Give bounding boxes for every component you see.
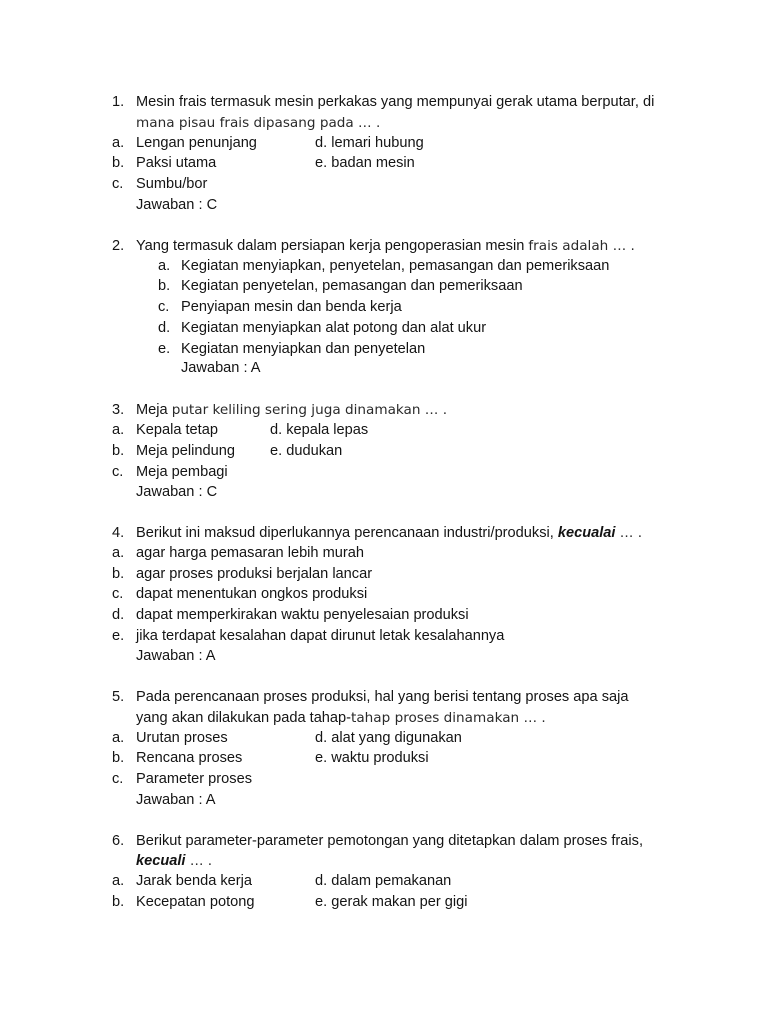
option-letter: d. xyxy=(112,607,125,623)
option-text: Penyiapan mesin dan benda kerja xyxy=(181,299,402,315)
option-text: Paksi utama xyxy=(136,155,217,171)
option-text: Kecepatan potong xyxy=(136,894,255,910)
question-text xyxy=(136,708,546,728)
question-text: Berikut parameter-parameter pemotongan yang ditetapkan dalam proses frais, xyxy=(136,833,643,849)
option-text: Kegiatan penyetelan, pemasangan dan pemeriksaan xyxy=(181,278,523,294)
option-text: dapat memperkirakan waktu penyelesaian produksi xyxy=(136,607,469,623)
option-letter: c. xyxy=(158,299,170,315)
question-number: 6. xyxy=(112,833,125,849)
question-text-part: … . xyxy=(615,525,643,541)
option-text: e. badan mesin xyxy=(315,155,415,171)
option-letter: d. xyxy=(158,320,171,336)
option-text: Sumbu/bor xyxy=(136,176,208,192)
option-letter: b. xyxy=(112,894,125,910)
option-text: agar harga pemasaran lebih murah xyxy=(136,545,364,561)
option-text: d. dalam pemakanan xyxy=(315,873,452,889)
question-text-part: Berikut ini maksud diperlukannya perencanaan industri/produksi, xyxy=(136,525,558,541)
question-text xyxy=(136,400,447,420)
option-text: Kegiatan menyiapkan alat potong dan alat ukur xyxy=(181,320,487,336)
option-letter: e. xyxy=(112,628,125,644)
question-text-part: putar keliling sering juga dinamakan … . xyxy=(171,402,448,418)
option-letter: b. xyxy=(112,566,125,582)
option-letter: e. xyxy=(158,341,171,357)
option-text: Kegiatan menyiapkan, penyetelan, pemasangan dan pemeriksaan xyxy=(181,258,610,274)
question-text: mana pisau frais dipasang pada … . xyxy=(136,115,381,131)
option-letter: b. xyxy=(112,443,125,459)
question-text-part: Yang termasuk dalam persiapan kerja pengoperasian mesin xyxy=(136,238,529,254)
option-letter: a. xyxy=(112,873,125,889)
option-text: jika terdapat kesalahan dapat dirunut letak kesalahannya xyxy=(136,628,505,644)
question-number: 3. xyxy=(112,402,125,418)
option-text: e. dudukan xyxy=(270,443,343,459)
option-letter: c. xyxy=(112,464,124,480)
option-letter: b. xyxy=(112,750,125,766)
option-letter: a. xyxy=(158,258,171,274)
question-text-part: yang akan dilakukan pada tahap- xyxy=(136,710,352,726)
option-text: Lengan penunjang xyxy=(136,135,257,151)
option-text: Meja pembagi xyxy=(136,464,228,480)
option-letter: a. xyxy=(112,422,125,438)
option-text: Kepala tetap xyxy=(136,422,218,438)
option-text: dapat menentukan ongkos produksi xyxy=(136,586,368,602)
question-text: Mesin frais termasuk mesin perkakas yang mempunyai gerak utama berputar, di xyxy=(136,94,655,110)
option-letter: b. xyxy=(112,155,125,171)
option-letter: b. xyxy=(158,278,171,294)
option-text: d. kepala lepas xyxy=(270,422,369,438)
answer-text: Jawaban : C xyxy=(136,484,218,500)
option-text: Urutan proses xyxy=(136,730,228,746)
option-letter: c. xyxy=(112,586,124,602)
question-number: 2. xyxy=(112,238,125,254)
question-text xyxy=(136,523,642,543)
question-text-part: … . xyxy=(185,853,213,869)
answer-text: Jawaban : C xyxy=(136,197,218,213)
option-text: d. lemari hubung xyxy=(315,135,424,151)
option-text: Kegiatan menyiapkan dan penyetelan xyxy=(181,341,426,357)
question-text-part: frais adalah … . xyxy=(528,238,635,254)
answer-text: Jawaban : A xyxy=(136,792,216,808)
option-letter: c. xyxy=(112,176,124,192)
question-number: 1. xyxy=(112,94,125,110)
question-text-part: Meja xyxy=(136,402,172,418)
question-text: Pada perencanaan proses produksi, hal yang berisi tentang proses apa saja xyxy=(136,689,629,705)
question-keyword: kecualai xyxy=(557,525,616,541)
option-text: Meja pelindung xyxy=(136,443,235,459)
question-number: 5. xyxy=(112,689,125,705)
answer-text: Jawaban : A xyxy=(181,360,261,376)
option-text: e. waktu produksi xyxy=(315,750,429,766)
option-letter: a. xyxy=(112,545,125,561)
option-text: Rencana proses xyxy=(136,750,243,766)
option-text: agar proses produksi berjalan lancar xyxy=(136,566,373,582)
question-keyword: kecuali xyxy=(136,853,186,869)
option-letter: a. xyxy=(112,730,125,746)
question-text-part: tahap proses dinamakan … . xyxy=(351,710,546,726)
option-text: e. gerak makan per gigi xyxy=(315,894,468,910)
question-text xyxy=(136,851,212,871)
question-text xyxy=(136,236,635,256)
option-letter: c. xyxy=(112,771,124,787)
question-number: 4. xyxy=(112,525,125,541)
answer-text: Jawaban : A xyxy=(136,648,216,664)
option-text: d. alat yang digunakan xyxy=(315,730,462,746)
option-text: Parameter proses xyxy=(136,771,252,787)
option-text: Jarak benda kerja xyxy=(136,873,253,889)
option-letter: a. xyxy=(112,135,125,151)
